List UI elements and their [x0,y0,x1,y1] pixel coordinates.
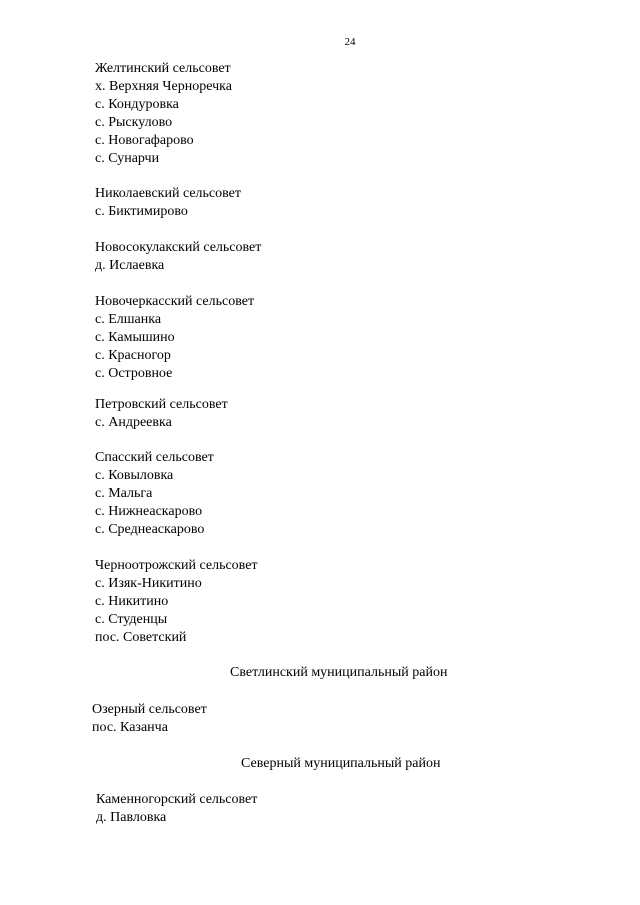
block-title: Спасский сельсовет [95,450,214,465]
district-heading: Светлинский муниципальный район [230,665,448,680]
settlement-item: с. Мальга [95,486,153,501]
settlement-item: с. Среднеаскарово [95,522,205,537]
page-number: 24 [344,36,356,48]
settlement-item: с. Елшанка [95,312,162,327]
district-heading: Северный муниципальный район [241,756,441,771]
settlement-item: д. Ислаевка [95,258,165,273]
block-title: Петровский сельсовет [95,397,228,412]
settlement-item: с. Изяк-Никитино [95,576,202,591]
settlement-item: с. Рыскулово [95,115,173,130]
settlement-item: с. Студенцы [95,612,168,627]
block-title: Новосокулакский сельсовет [95,240,262,255]
settlement-item: с. Кондуровка [95,97,179,112]
block-title: Каменногорский сельсовет [96,792,258,807]
settlement-item: с. Ковыловка [95,468,174,483]
block-title: Желтинский сельсовет [95,61,231,76]
block-title: Николаевский сельсовет [95,186,241,201]
settlement-item: с. Новогафарово [95,133,194,148]
settlement-item: с. Сунарчи [95,151,160,166]
block-title: Озерный сельсовет [92,702,207,717]
settlement-item: пос. Советский [95,630,187,645]
settlement-item: с. Нижнеаскарово [95,504,203,519]
block-title: Новочеркасский сельсовет [95,294,255,309]
block-title: Черноотрожский сельсовет [95,558,258,573]
settlement-item: х. Верхняя Черноречка [95,79,232,94]
settlement-item: с. Никитино [95,594,169,609]
settlement-item: с. Биктимирово [95,204,188,219]
settlement-item: с. Островное [95,366,173,381]
settlement-item: с. Красногор [95,348,171,363]
settlement-item: пос. Казанча [92,720,168,735]
settlement-item: д. Павловка [96,810,167,825]
settlement-item: с. Андреевка [95,415,172,430]
settlement-item: с. Камышино [95,330,175,345]
